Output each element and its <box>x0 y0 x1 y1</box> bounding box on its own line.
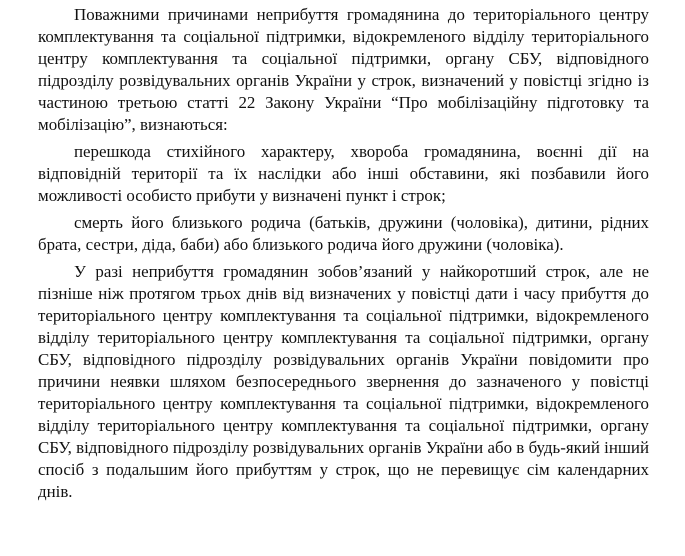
paragraph-reason-relative-death: смерть його близького родича (батьків, дружини (чоловіка), дитини, рідних брата, сестри, діда, баби) або близького родича його дружини (чоловіка). <box>38 213 649 254</box>
paragraph-valid-reasons-intro: Поважними причинами неприбуття громадянина до територіального центру комплектування та соціальної підтримки, відокремленого відділу територіального центру комплектування та соціальної підтримки, органу СБУ, відповідного підрозділу розвідувальних органів України у строк, визначений у повістці згідно із частиною третьою статті 22 Закону України “Про мобілізаційну підготовку та мобілізацію”, визнаються: <box>38 5 649 134</box>
paragraph-notification-obligation: У разі неприбуття громадянин зобов’язаний у найкоротший строк, але не пізніше ніж протягом трьох днів від визначених у повістці дати і часу прибуття до територіального центру комплектування та соціальної підтримки, відокремленого відділу територіального центру комплектування та соціальної підтримки, органу СБУ, відповідного підрозділу розвідувальних органів України повідомити про причини неявки шляхом безпосереднього звернення до зазначеного у повістці територіального центру комплектування та соціальної підтримки, відокремленого відділу територіального центру комплектування та соціальної підтримки, органу СБУ, відповідного підрозділу розвідувальних органів України або в будь-який інший спосіб з подальшим його прибуттям у строк, що не перевищує сім календарних днів. <box>38 262 649 501</box>
paragraph-reason-natural-obstacle: перешкода стихійного характеру, хвороба громадянина, воєнні дії на відповідній території та їх наслідки або інші обставини, які позбавили його можливості особисто прибути у визначені пункт і строк; <box>38 142 649 205</box>
